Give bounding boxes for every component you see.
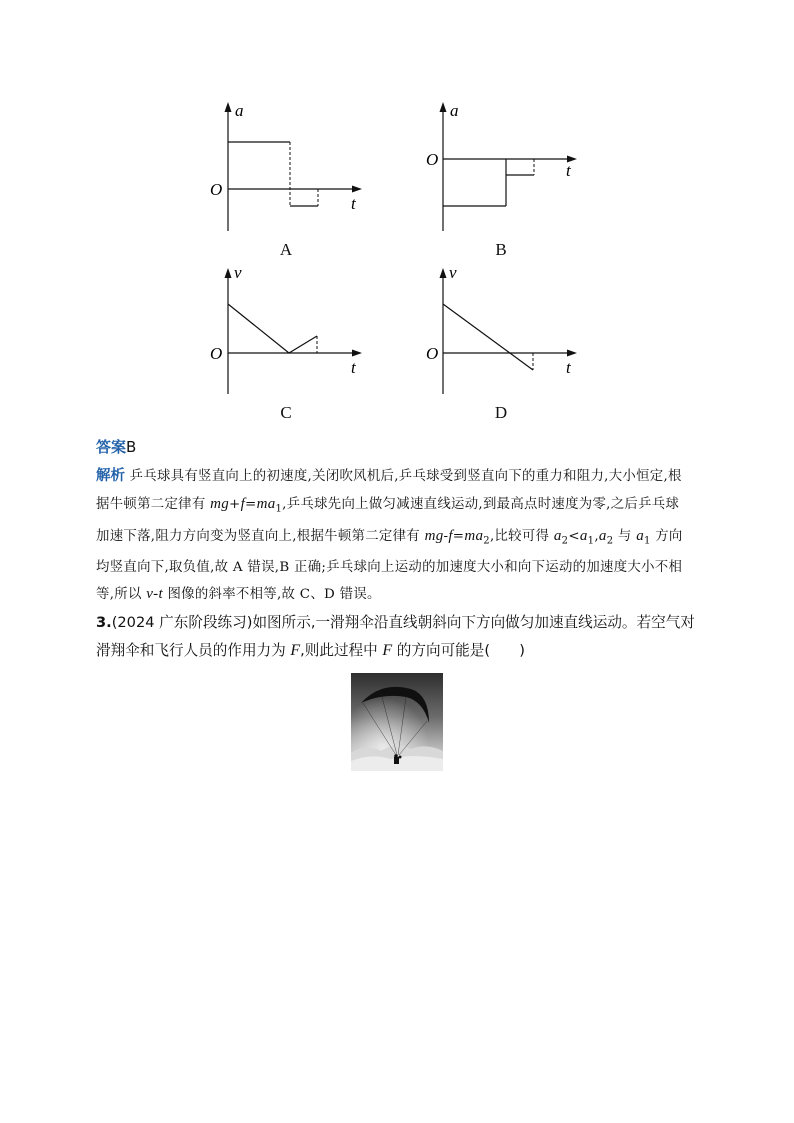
answer-label: 答案	[96, 438, 127, 456]
graph-a	[190, 96, 370, 246]
graph-b	[405, 96, 585, 246]
x-axis-label: t	[351, 194, 356, 213]
x-axis-label: t	[566, 358, 571, 377]
y-arrow	[440, 268, 447, 278]
origin-label: O	[426, 344, 439, 363]
origin-label: O	[210, 180, 223, 199]
y-arrow	[225, 102, 232, 112]
paraglider-photo	[351, 673, 443, 771]
x-axis-label: t	[566, 161, 571, 180]
origin-label: O	[426, 150, 439, 169]
origin-label: O	[210, 344, 223, 363]
y-axis-label: a	[235, 101, 244, 120]
question-3: 3.(2024 广东阶段练习)如图所示,一滑翔伞沿直线朝斜向下方向做匀加速直线运动。若空气对滑翔伞和飞行人员的作用力为 F,则此过程中 F 的方向可能是( )	[96, 614, 695, 659]
caption-b: B	[495, 240, 507, 259]
answer-value: B	[126, 438, 137, 456]
y-axis-label: v	[449, 263, 457, 282]
graph-d	[405, 262, 585, 402]
graph-c-line	[228, 304, 317, 353]
caption-a: A	[279, 240, 293, 259]
question-number: 3.	[96, 614, 112, 631]
x-arrow	[352, 350, 362, 357]
y-arrow	[440, 102, 447, 112]
caption-c: C	[280, 403, 292, 422]
x-axis-label: t	[351, 358, 356, 377]
y-axis-label: v	[234, 263, 242, 282]
analysis-label: 解析	[96, 468, 125, 484]
question-source: (2024 广东阶段练习)	[111, 614, 253, 631]
analysis-paragraph: 解析 乒乓球具有竖直向上的初速度,关闭吹风机后,乒乓球受到竖直向下的重力和阻力,大小恒定,根据牛顿第二定律有 $mg+f=ma_1$,乒乓球先向上做匀减速直线运动,到最高点时速度为零,之后乒乓球加速下落,阻力方向变为竖直向上,根据牛顿第二定律有 $mg-f=ma_2$,比较可得 $a_2<a_1,a_2$ 与 $a_1$ 方向均竖直向下,取负值,故 A 错误,B 正确;乒乓球向上运动的加速度大小和向下运动的加速度大小不相等,所以 v-t 图像的斜率不相等,故 C、D 错误。	[96, 468, 683, 603]
x-arrow	[352, 186, 362, 193]
x-arrow	[567, 350, 577, 357]
y-axis-label: a	[450, 101, 459, 120]
caption-d: D	[494, 403, 508, 422]
answer-line	[96, 436, 136, 457]
graph-d-line	[443, 304, 533, 370]
graph-c	[190, 262, 370, 402]
y-arrow	[225, 268, 232, 278]
